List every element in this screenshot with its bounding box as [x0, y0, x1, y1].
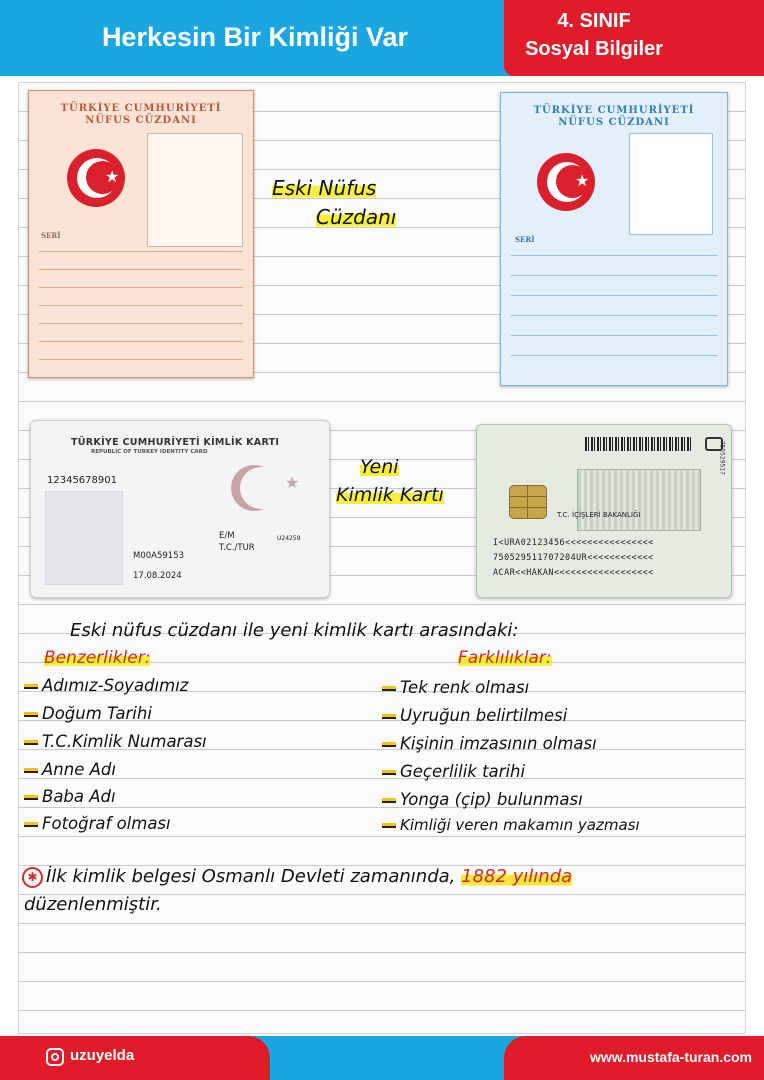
nationality-value: T.C./TUR	[219, 543, 255, 553]
grade-badge	[504, 0, 764, 76]
history-note-line2: düzenlenmiştir.	[24, 894, 162, 915]
difference-item: Tek renk olması	[382, 678, 529, 697]
seri-label: SERİ	[41, 231, 61, 240]
difference-item: Uyruğun belirtilmesi	[382, 706, 567, 725]
barcode	[585, 437, 693, 451]
card-title-line1: TÜRKİYE CUMHURİYETİ	[533, 105, 695, 116]
card-title-line1: TÜRKİYE CUMHURİYETİ	[60, 103, 222, 114]
card-code: U24259	[277, 535, 301, 542]
footer-bar	[0, 1036, 764, 1080]
asterisk-icon: ✱	[22, 867, 43, 888]
page-title: Herkesin Bir Kimliği Var	[101, 22, 409, 52]
old-card-label-line2: Cüzdanı	[316, 205, 397, 229]
difference-item: Yonga (çip) bulunması	[382, 790, 583, 809]
mrz-line2: 750529511707204UR<<<<<<<<<<<<	[493, 552, 654, 562]
old-id-card-blue	[500, 92, 728, 386]
sex-value: E/M	[219, 531, 235, 541]
new-card-subtitle: REPUBLIC OF TURKEY IDENTITY CARD	[91, 449, 208, 455]
similarity-item: Fotoğraf olması	[24, 814, 171, 833]
card-title-line2: NÜFUS CÜZDANI	[85, 115, 197, 126]
similarity-item: Doğum Tarihi	[24, 704, 152, 723]
document-number: M00A59153	[133, 551, 185, 561]
new-card-label-line1: Yeni	[360, 456, 399, 478]
similarities-heading: Benzerlikler:	[44, 648, 151, 668]
similarity-item: Adımız-Soyadımız	[24, 676, 188, 695]
vertical-number: 750529517	[718, 440, 725, 475]
new-id-card-front	[30, 420, 330, 598]
new-card-label-line2: Kimlik Kartı	[336, 484, 444, 506]
new-id-card-back	[476, 424, 732, 598]
old-id-card-orange	[28, 90, 254, 378]
mrz-line1: I<URA02123456<<<<<<<<<<<<<<<<	[493, 537, 654, 547]
header-bar	[0, 0, 764, 76]
subject-label: Sosyal Bilgiler	[525, 38, 663, 60]
history-note: ✱ İlk kimlik belgesi Osmanlı Devleti zamanında, 1882 yılında	[22, 866, 572, 888]
building-image	[577, 469, 701, 531]
similarity-item: T.C.Kimlik Numarası	[24, 732, 207, 751]
mrz-line3: ACAR<<HAKAN<<<<<<<<<<<<<<<<<<	[493, 567, 654, 577]
card-title-line2: NÜFUS CÜZDANI	[558, 117, 670, 128]
similarity-item: Baba Adı	[24, 787, 116, 806]
photo-area	[45, 491, 123, 585]
grade-label: 4. SINIF	[557, 10, 631, 32]
instagram-handle[interactable]: uzuyelda	[70, 1047, 135, 1064]
instagram-icon[interactable]	[46, 1048, 64, 1066]
valid-until: 17.08.2024	[133, 571, 182, 581]
comparison-intro: Eski nüfus cüzdanı ile yeni kimlik kartı arasındaki:	[70, 620, 519, 641]
website-link[interactable]: www.mustafa-turan.com	[589, 1049, 752, 1065]
similarity-item: Anne Adı	[24, 760, 116, 779]
difference-item: Geçerlilik tarihi	[382, 762, 525, 781]
turkish-flag-icon: ★	[537, 153, 595, 211]
difference-item: Kimliği veren makamın yazması	[382, 816, 640, 834]
footer-right-panel	[504, 1036, 764, 1080]
star-icon: ★	[285, 473, 300, 492]
crescent-icon	[231, 465, 277, 511]
old-card-label-line1: Eski Nüfus	[272, 176, 377, 200]
chip-icon	[509, 485, 547, 519]
seri-label: SERİ	[515, 235, 535, 244]
issuer-label: T.C. İÇİŞLERİ BAKANLIĞI	[557, 511, 641, 519]
photo-area	[147, 133, 243, 247]
turkish-flag-icon: ★	[67, 149, 125, 207]
difference-item: Kişinin imzasının olması	[382, 734, 597, 753]
tc-number: 12345678901	[47, 475, 117, 486]
photo-area	[629, 133, 713, 235]
footer-left-panel	[0, 1036, 270, 1080]
year-highlight: 1882 yılında	[461, 866, 573, 887]
new-card-title: TÜRKİYE CUMHURİYETİ KİMLİK KARTI	[71, 437, 280, 448]
differences-heading: Farklılıklar:	[458, 648, 552, 668]
